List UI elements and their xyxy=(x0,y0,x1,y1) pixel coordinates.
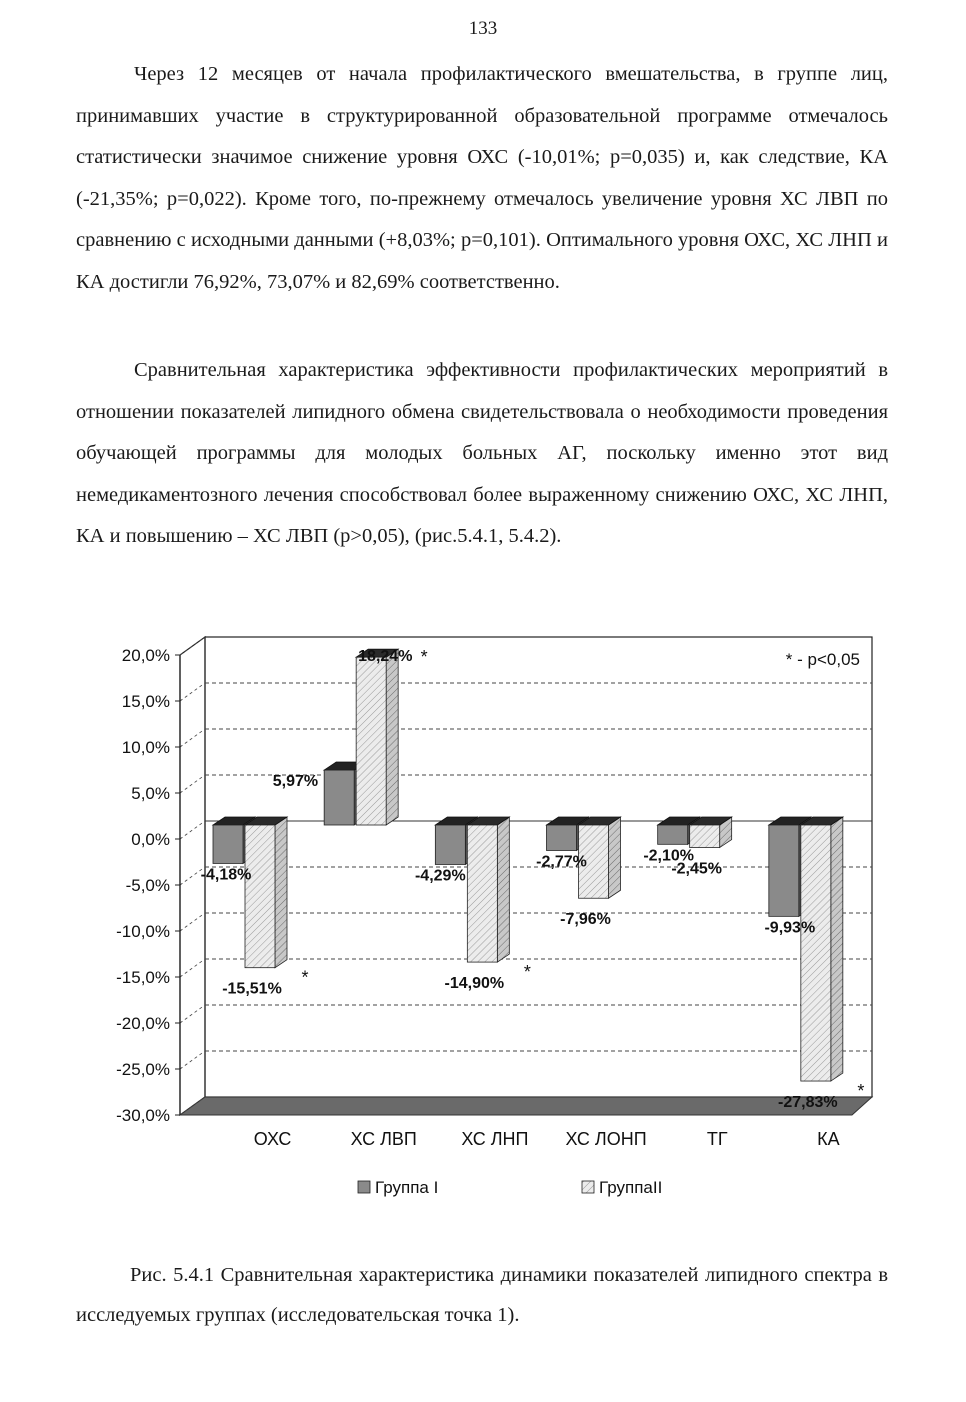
bar xyxy=(324,770,354,825)
bar-side xyxy=(609,817,621,898)
y-tick-label: 0,0% xyxy=(131,830,170,849)
chart-floor xyxy=(180,1097,872,1115)
legend-label: ГруппаII xyxy=(599,1178,663,1197)
grid-connector xyxy=(180,913,205,931)
data-label: -15,51% xyxy=(222,980,282,998)
data-label: -9,93% xyxy=(764,919,816,937)
data-label: -7,96% xyxy=(560,911,611,929)
significance-marker: * xyxy=(420,647,428,668)
legend-swatch xyxy=(582,1181,594,1193)
grid-connector xyxy=(180,821,205,839)
bar-side xyxy=(275,817,287,968)
bar xyxy=(467,825,497,962)
data-label: -2,10% xyxy=(643,847,695,865)
data-label: -4,18% xyxy=(200,866,252,884)
data-label: -4,29% xyxy=(414,867,466,885)
bar xyxy=(658,825,688,844)
bar xyxy=(356,657,386,825)
significance-marker: * xyxy=(523,962,531,983)
lipid-dynamics-bar-chart xyxy=(90,628,890,1218)
grid-connector xyxy=(180,775,205,793)
bar-side xyxy=(831,817,843,1081)
data-label: 5,97% xyxy=(272,773,319,791)
y-tick-label: -15,0% xyxy=(116,968,170,987)
legend-swatch xyxy=(358,1181,370,1193)
data-label: -2,45% xyxy=(671,860,723,878)
data-label: -27,83% xyxy=(778,1094,838,1112)
paragraph-1: Через 12 месяцев от начала профилактического вмешательства, в группе лиц, принимавших участие в структурированной образовательной программе отмечалось статистически значимое снижение уровня ОХС (-10,01%; p=0,035) и, как следствие, КА (-21,35%; p=0,022). Кроме того, по-прежнему отмечалось увеличение уровня ХС ЛВП по сравнению с исходными данными (+8,03%; p=0,101). Оптимального уровня ОХС, ХС ЛНП и КА достигли 76,92%, 73,07% и 82,69% соответственно. xyxy=(76,63,888,293)
grid-connector xyxy=(180,683,205,701)
paragraph-2: Сравнительная характеристика эффективности профилактических мероприятий в отношении показателей липидного обмена свидетельствовала о необходимости проведения обучающей программы для молодых больных АГ, поскольку именно этот вид немедикаментозного лечения способствовал более выраженному снижению ОХС, ХС ЛНП, КА и повышению – ХС ЛВП (p>0,05), (рис.5.4.1, 5.4.2). xyxy=(76,359,888,547)
bar xyxy=(245,825,275,968)
bar xyxy=(213,825,243,863)
data-label: -2,77% xyxy=(536,853,587,871)
grid-connector xyxy=(180,729,205,747)
y-tick-label: -20,0% xyxy=(116,1014,170,1033)
bar xyxy=(769,825,799,916)
y-tick-label: 5,0% xyxy=(131,784,170,803)
x-tick-label: ХС ЛНП xyxy=(461,1129,529,1149)
y-tick-label: -10,0% xyxy=(116,922,170,941)
bar xyxy=(435,825,465,864)
y-tick-label: 10,0% xyxy=(121,738,170,757)
significance-annotation: * - p<0,05 xyxy=(785,650,860,669)
y-tick-label: 20,0% xyxy=(121,646,170,665)
bar xyxy=(801,825,831,1081)
y-tick-label: -5,0% xyxy=(125,876,170,895)
x-tick-label: ХС ЛОНП xyxy=(565,1129,647,1149)
data-label: 18,24% xyxy=(358,648,413,666)
y-tick-label: -30,0% xyxy=(116,1106,170,1125)
data-label: -14,90% xyxy=(444,975,505,993)
significance-marker: * xyxy=(301,967,309,988)
grid-connector xyxy=(180,959,205,977)
bar xyxy=(547,825,577,850)
grid-connector xyxy=(180,1005,205,1023)
x-tick-label: КА xyxy=(817,1129,840,1149)
x-tick-label: ХС ЛВП xyxy=(350,1129,417,1149)
figure-caption: Рис. 5.4.1 Сравнительная характеристика динамики показателей липидного спектра в исследуемых группах (исследовательская точка 1). xyxy=(76,1264,888,1326)
bar xyxy=(690,825,720,848)
x-tick-label: ТГ xyxy=(706,1129,728,1149)
bar-side xyxy=(497,817,509,962)
y-tick-label: -25,0% xyxy=(116,1060,170,1079)
grid-connector xyxy=(180,1051,205,1069)
significance-marker: * xyxy=(857,1081,865,1102)
y-tick-label: 15,0% xyxy=(121,692,170,711)
legend-label: Группа I xyxy=(375,1178,439,1197)
bar-side xyxy=(386,649,398,825)
x-tick-label: ОХС xyxy=(253,1129,292,1149)
page-number: 133 xyxy=(468,18,498,39)
